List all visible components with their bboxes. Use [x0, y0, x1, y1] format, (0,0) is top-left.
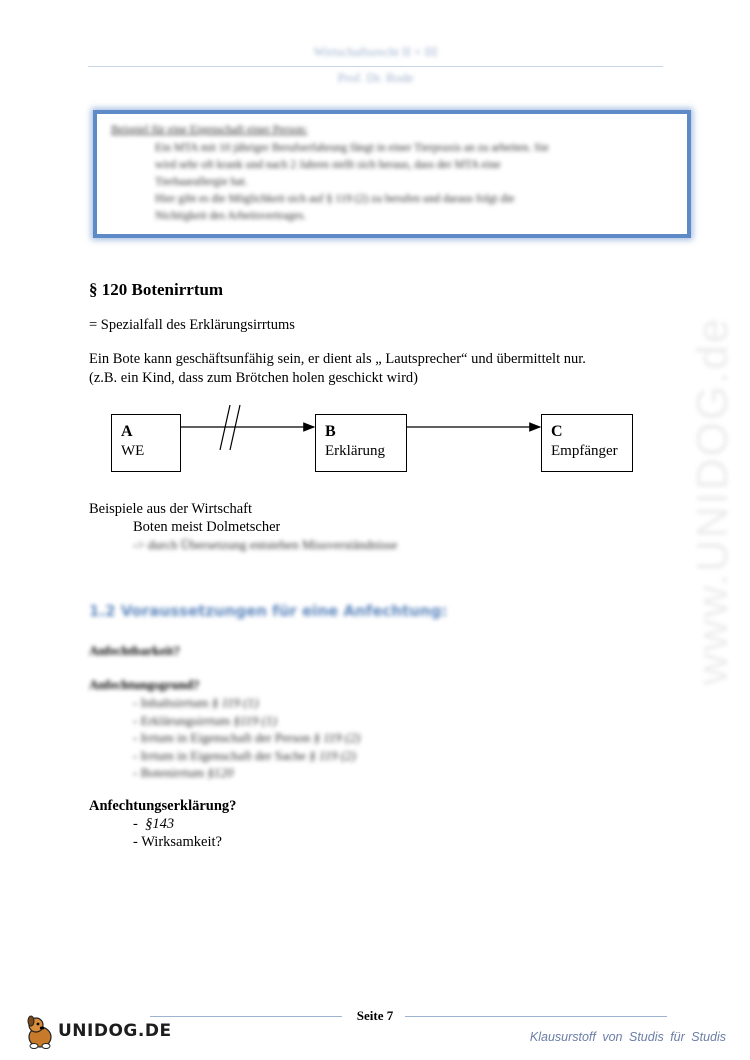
ground-ref: § 119 (2) — [309, 747, 356, 763]
ground-text: - Botenirrtum — [133, 765, 205, 780]
footer-line-left — [150, 1016, 342, 1017]
example-line: Tierhaarallergie hat. — [155, 176, 248, 188]
business-examples-title: Beispiele aus der Wirtschaft — [89, 501, 253, 517]
section-definition: = Spezialfall des Erklärungsirrtums — [89, 317, 295, 333]
box-label: WE — [121, 443, 145, 459]
business-example-2: -> durch Übersetzung entstehen Missverständnisse — [133, 537, 398, 552]
example-line: wird sehr oft krank und nach 2 Jahren stellt sich heraus, dass der MTA eine — [155, 159, 501, 171]
box-letter: B — [325, 423, 336, 440]
ground-ref: §119 (1) — [233, 712, 277, 728]
box-label: Empfänger — [551, 443, 618, 459]
section-desc-1: Ein Bote kann geschäftsunfähig sein, er dient als „ Lautsprecher“ und übermittelt nur. — [89, 351, 586, 367]
example-box — [93, 110, 691, 238]
example-line: Hier gibt es die Möglichkeit sich auf § 119 (2) zu berufen und daraus folgt die — [155, 193, 515, 205]
item-ref: §143 — [145, 816, 175, 832]
question-ground: Anfechtungsgrund? — [89, 677, 200, 692]
declaration-item-1 — [133, 816, 174, 833]
footer-tagline: Klausurstoff von Studis für Studis — [529, 1030, 726, 1044]
header-professor: Prof. Dr. Rode — [337, 70, 414, 85]
header-course: Wirtschaftsrecht II + III — [313, 44, 438, 59]
box-letter: A — [121, 423, 133, 440]
ground-text: - Erklärungsirrtum — [133, 712, 231, 728]
ground-text: - Irrtum in Eigenschaft der Sache — [133, 747, 306, 763]
header-divider — [88, 66, 663, 67]
ground-item — [133, 694, 360, 712]
ground-item — [133, 729, 360, 747]
example-line: Ein MTA mit 10 jähriger Berufserfahrung fängt in einer Tierpraxis an zu arbeiten. Sie — [155, 142, 549, 154]
example-line: Nichtigkeit des Arbeitsvertrages. — [155, 210, 307, 222]
dog-icon — [22, 1015, 62, 1051]
ground-ref: § 119 (1) — [211, 695, 259, 710]
item-dash: - — [133, 816, 138, 832]
ground-item — [133, 764, 360, 782]
watermark: www.UNIDOG.de — [688, 316, 737, 685]
ground-text: - Irrtum in Eigenschaft der Person — [133, 730, 311, 745]
question-challengeability: Anfechtbarkeit? — [89, 643, 180, 658]
ground-item — [133, 712, 360, 730]
example-body — [155, 140, 675, 225]
question-declaration: Anfechtungserklärung? — [89, 798, 237, 814]
declaration-item-2: - Wirksamkeit? — [133, 834, 222, 850]
box-label: Erklärung — [325, 443, 385, 459]
unidog-logo — [22, 1015, 172, 1051]
section-desc-2: (z.B. ein Kind, dass zum Brötchen holen geschickt wird) — [89, 370, 418, 386]
example-title: Beispiel für eine Eigenschaft einer Person: — [111, 124, 308, 136]
diagram-box-c — [541, 414, 633, 472]
ground-text: - Inhaltsirrtum — [133, 695, 209, 710]
ground-item — [133, 747, 360, 765]
diagram-box-b — [315, 414, 407, 472]
diagram-box-a — [111, 414, 181, 472]
section-title: § 120 Botenirrtum — [89, 280, 224, 299]
grounds-list — [133, 694, 360, 782]
requirements-heading: 1.2 Voraussetzungen für eine Anfechtung: — [89, 602, 448, 620]
page-number: Seite 7 — [356, 1008, 394, 1023]
footer-line-right — [405, 1016, 667, 1017]
business-example-1: Boten meist Dolmetscher — [133, 519, 281, 533]
logo-text: UNIDOG.DE — [58, 1021, 172, 1041]
ground-ref: §120 — [207, 765, 234, 780]
box-letter: C — [551, 423, 563, 440]
ground-ref: § 119 (2) — [313, 730, 361, 745]
